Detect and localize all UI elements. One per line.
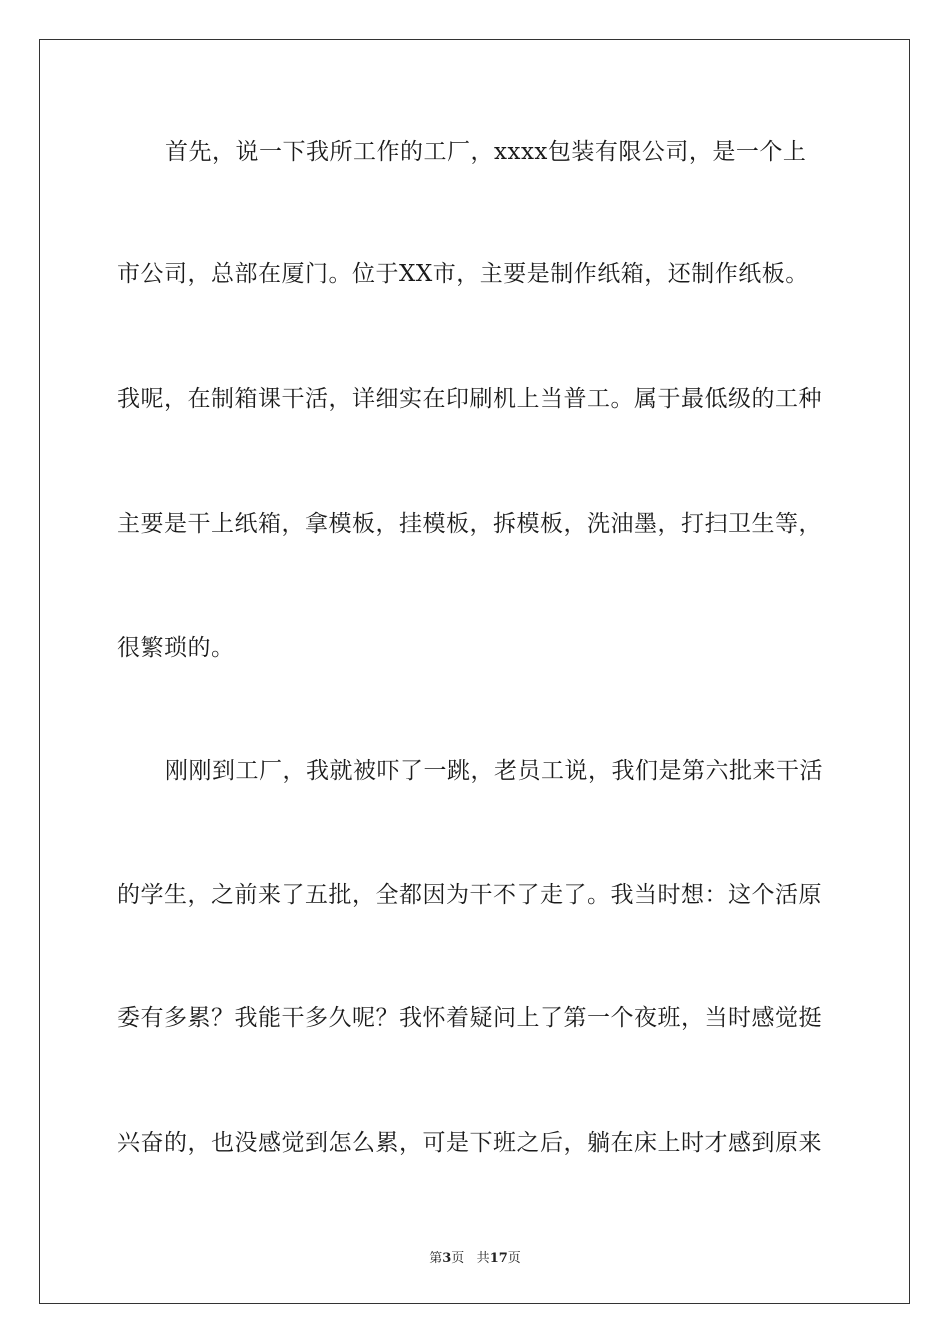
footer-total-pages: 17 [489, 1251, 508, 1266]
footer-page-suffix: 页 [451, 1251, 465, 1266]
paragraph-2-line-2: 的学生，之前来了五批，全都因为干不了走了。我当时想：这个活原 [117, 882, 822, 908]
paragraph-2-line-4: 兴奋的，也没感觉到怎么累，可是下班之后，躺在床上时才感到原来 [117, 1130, 822, 1156]
paragraph-1-line-3: 我呢，在制箱课干活，详细实在印刷机上当普工。属于最低级的工种 [117, 386, 822, 412]
footer-total-prefix: 共 [476, 1251, 490, 1266]
paragraph-1-line-2: 市公司，总部在厦门。位于XX市，主要是制作纸箱，还制作纸板。 [117, 261, 809, 287]
paragraph-1-line-1: 首先，说一下我所工作的工厂，xxxx包装有限公司，是一个上 [165, 139, 807, 165]
paragraph-2-line-3: 委有多累？我能干多久呢？我怀着疑问上了第一个夜班，当时感觉挺 [117, 1005, 822, 1031]
page-footer [0, 1247, 950, 1266]
footer-page-prefix: 第 [429, 1251, 443, 1266]
page-border [39, 39, 910, 1304]
paragraph-1-line-4: 主要是干上纸箱，拿模板，挂模板，拆模板，洗油墨，打扫卫生等， [117, 511, 822, 537]
footer-total-suffix: 页 [507, 1251, 521, 1266]
paragraph-1-line-5: 很繁琐的。 [117, 635, 235, 661]
paragraph-2-line-1: 刚刚到工厂，我就被吓了一跳，老员工说，我们是第六批来干活 [165, 758, 823, 784]
footer-page-number: 3 [442, 1251, 452, 1266]
